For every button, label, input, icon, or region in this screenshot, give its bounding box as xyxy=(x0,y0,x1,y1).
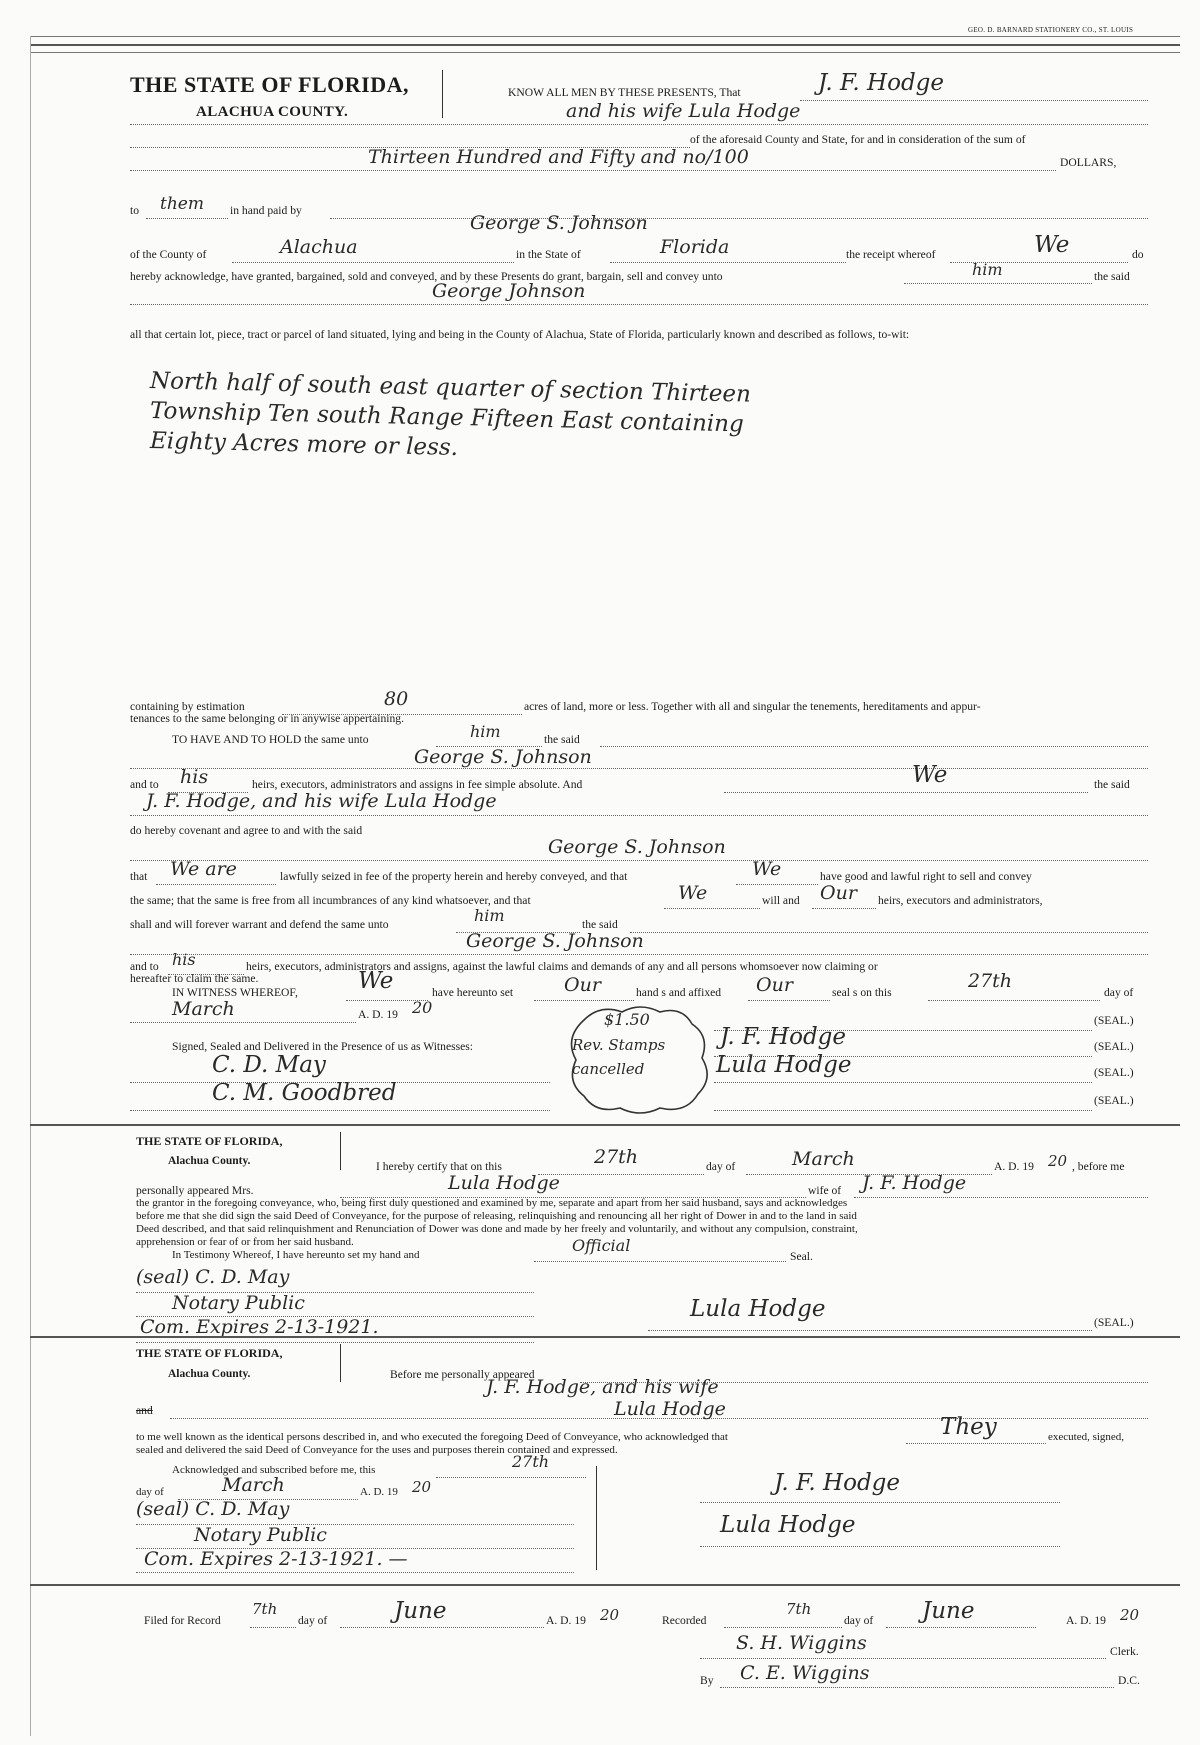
stationer-imprint: GEO. D. BARNARD STATIONERY CO., ST. LOUIS xyxy=(968,26,1134,34)
warrant-name-line xyxy=(630,932,1148,933)
filed-year-hw: 20 xyxy=(600,1606,620,1624)
husband-line xyxy=(854,1197,1148,1198)
mrs-hw: Lula Hodge xyxy=(448,1172,560,1194)
payer-hw: George S. Johnson xyxy=(470,212,648,234)
certify-text: I hereby certify that on this xyxy=(376,1160,502,1173)
ack-and-struck: and xyxy=(136,1404,153,1417)
seal-4: (SEAL.) xyxy=(1094,1094,1134,1107)
in-hand-paid: in hand paid by xyxy=(230,204,302,217)
seal-line-4 xyxy=(714,1110,1092,1111)
dower-notary-2: Notary Public xyxy=(172,1292,305,1314)
to-hw: them xyxy=(160,194,204,214)
dower-ad: A. D. 19 xyxy=(994,1160,1034,1173)
ack-day-hw: 27th xyxy=(512,1452,550,1471)
county-line xyxy=(232,262,514,263)
dower-state: THE STATE OF FLORIDA, xyxy=(136,1134,283,1148)
recorded-label: Recorded xyxy=(662,1614,707,1627)
grantor-line-2 xyxy=(130,124,1148,125)
dollars-label: DOLLARS, xyxy=(1060,156,1117,169)
husband-hw: J. F. Hodge xyxy=(862,1172,967,1194)
ack-notary-2: Notary Public xyxy=(194,1524,327,1546)
will-and-line xyxy=(812,908,876,909)
top-rule xyxy=(30,36,1180,37)
sum-line xyxy=(130,170,1056,171)
state-heading: THE STATE OF FLORIDA, xyxy=(130,72,410,97)
dower-notary-3: Com. Expires 2-13-1921. xyxy=(140,1316,379,1338)
set-hw: Our xyxy=(564,974,601,996)
to-have-hw: him xyxy=(470,722,501,741)
rec-ad: A. D. 19 xyxy=(1066,1614,1106,1627)
filed-day-line xyxy=(250,1627,296,1628)
unto-line xyxy=(904,283,1092,284)
do-label: do xyxy=(1132,248,1144,261)
state-hw: Florida xyxy=(660,236,730,258)
clerk-label: Clerk. xyxy=(1110,1645,1139,1658)
acres-text: acres of land, more or less. Together with all and singular the tenements, hereditaments and appur- xyxy=(524,700,981,713)
grantee-line xyxy=(130,304,1148,305)
seized-line xyxy=(736,884,818,885)
wife-of: wife of xyxy=(808,1184,842,1197)
seal-2: (SEAL.) xyxy=(1094,1040,1134,1053)
stamp-amount: $1.50 xyxy=(604,1010,650,1029)
ack-well-known: to me well known as the identical persons described in, and who executed the foregoing Deed of Conveyance, who acknowledged that xyxy=(136,1431,728,1443)
covenant-hw: George S. Johnson xyxy=(548,836,726,858)
filed-for-record: Filed for Record xyxy=(144,1614,221,1627)
ack-executed: executed, signed, xyxy=(1048,1431,1125,1443)
testimony-line xyxy=(534,1261,786,1262)
ack-names-hw-1: J. F. Hodge, and his wife xyxy=(486,1376,719,1398)
seal-1: (SEAL.) xyxy=(1094,1014,1134,1027)
ack-notary-line-3 xyxy=(136,1572,574,1573)
county-heading: ALACHUA COUNTY. xyxy=(196,104,349,120)
ack-notary-1: (seal) C. D. May xyxy=(136,1498,290,1520)
clerk-line xyxy=(700,1658,1106,1659)
warrant-name-line-2 xyxy=(130,954,1148,955)
unto-hw: him xyxy=(972,260,1003,279)
they-hw: They xyxy=(940,1414,997,1440)
witness-day-line xyxy=(928,1000,1100,1001)
witness2-line xyxy=(130,1110,550,1111)
land-desc-3: Eighty Acres more or less. xyxy=(149,428,459,461)
ack-sig-line-2 xyxy=(700,1546,1060,1547)
personally-appeared: personally appeared Mrs. xyxy=(136,1184,254,1197)
dc-hw: C. E. Wiggins xyxy=(740,1662,870,1684)
and-to-hw: his xyxy=(180,766,209,788)
ack-day-of: day of xyxy=(136,1486,164,1498)
notary-line-3 xyxy=(136,1342,534,1343)
seized-text: lawfully seized in fee of the property herein and hereby conveyed, and that xyxy=(280,870,628,883)
receipt-hw: We xyxy=(1034,232,1070,258)
to-have-label: TO HAVE AND TO HOLD the same unto xyxy=(172,733,369,746)
filed-day-hw: 7th xyxy=(252,1600,278,1618)
know-all-men: KNOW ALL MEN BY THESE PRESENTS, That xyxy=(508,86,741,99)
ack-month-hw: March xyxy=(222,1474,285,1496)
dower-sig-line xyxy=(648,1330,1092,1331)
seal-3: (SEAL.) xyxy=(1094,1066,1134,1079)
ack-notary-3: Com. Expires 2-13-1921. — xyxy=(144,1548,408,1570)
heading-brace xyxy=(436,70,443,118)
payer-line xyxy=(330,218,1148,219)
dower-body-2: before me that she did sign the said Deed of Conveyance, for the purpose of releasing, relinquishing and renouncing all her right of Dower in and to the land in said xyxy=(136,1210,857,1222)
rec-day-line xyxy=(724,1627,842,1628)
hereunto-set: have hereunto set xyxy=(432,986,514,999)
and-we-line xyxy=(724,792,1088,793)
witness-month-hw: March xyxy=(172,998,235,1020)
the-said-3: the said xyxy=(1094,778,1130,791)
ack-year-hw: 20 xyxy=(412,1478,432,1496)
dower-county: Alachua County. xyxy=(168,1155,251,1167)
ack-ad: A. D. 19 xyxy=(360,1486,398,1498)
dower-brace xyxy=(336,1132,341,1170)
affixed-line xyxy=(748,1000,830,1001)
witness-month-line xyxy=(130,1022,356,1023)
ack-sig-1: J. F. Hodge xyxy=(774,1470,901,1496)
filed-ad: A. D. 19 xyxy=(546,1614,586,1627)
land-desc-1: North half of south east quarter of section Thirteen xyxy=(149,368,752,408)
top-rule-thick xyxy=(30,44,1180,46)
in-witness-label: IN WITNESS WHEREOF, xyxy=(172,986,298,999)
hands-affixed: hand s and affixed xyxy=(636,986,722,999)
seal-line-3 xyxy=(714,1082,1092,1083)
grantors-hw: J. F. Hodge, and his wife Lula Hodge xyxy=(146,790,497,812)
sig-2-hw: Lula Hodge xyxy=(716,1052,852,1078)
same-free-line xyxy=(664,908,760,909)
rec-year-hw: 20 xyxy=(1120,1606,1140,1624)
dc-label: D.C. xyxy=(1118,1674,1140,1687)
dower-seal-word: Seal. xyxy=(790,1250,813,1263)
the-said-label: the said xyxy=(1094,270,1130,283)
will-and-hw: Our xyxy=(820,882,857,904)
warrant-name-hw: George S. Johnson xyxy=(466,930,644,952)
to-line xyxy=(146,218,228,219)
habendum-name-line-2 xyxy=(130,768,1148,769)
witness-day-hw: 27th xyxy=(968,970,1013,992)
dower-day-line xyxy=(538,1174,704,1175)
ack-brace xyxy=(336,1344,341,1382)
sig-1-hw: J. F. Hodge xyxy=(720,1024,847,1050)
ack-divider xyxy=(30,1336,1180,1338)
dower-year-hw: 20 xyxy=(1048,1152,1068,1170)
rec-day-hw: 7th xyxy=(786,1600,812,1618)
dower-body-1: the grantor in the foregoing conveyance, who, being first duly questioned and examined by me, separate and apart from her said husband, says and acknowledges xyxy=(136,1197,848,1209)
and-to-2-label: and to xyxy=(130,960,159,973)
heirs-exec-text: heirs, executors and administrators, xyxy=(878,894,1043,907)
hereafter-text: hereafter to claim the same. xyxy=(130,972,259,985)
ack-sig-line-1 xyxy=(700,1502,1060,1503)
of-county-label: of the County of xyxy=(130,248,207,261)
that-line xyxy=(156,884,276,885)
witness1-hw: C. D. May xyxy=(212,1052,326,1078)
and-to-label: and to xyxy=(130,778,159,791)
acres-hw: 80 xyxy=(384,688,409,710)
stamp-cancelled: cancelled xyxy=(572,1060,645,1078)
land-intro: all that certain lot, piece, tract or parcel of land situated, lying and being in the County of Alachua, State of Florida, particularly known and described as follows, to-wit: xyxy=(130,328,910,341)
rec-month-line xyxy=(886,1627,1036,1628)
dower-notary-1: (seal) C. D. May xyxy=(136,1266,290,1288)
clerk-hw: S. H. Wiggins xyxy=(736,1632,867,1654)
containing-label: containing by estimation xyxy=(130,700,245,713)
witness-year-hw: 20 xyxy=(412,998,433,1017)
good-right-text: have good and lawful right to sell and convey xyxy=(820,870,1032,883)
grantee-hw: George Johnson xyxy=(432,280,586,302)
ack-day-line xyxy=(436,1477,586,1478)
will-and-label: will and xyxy=(762,894,800,907)
tenances-text: tenances to the same belonging or in anywise appertaining. xyxy=(130,712,404,725)
dower-month-hw: March xyxy=(792,1148,855,1170)
county-hw: Alachua xyxy=(280,236,358,258)
in-witness-hw: We xyxy=(358,968,394,994)
dower-body-3: Deed described, and that said relinquishment and Renunciation of Dower was done and made by her freely and voluntarily, and without any compulsion, constraint, xyxy=(136,1223,858,1235)
ack-sealed-delivered: sealed and delivered the said Deed of Conveyance for the uses and purposes therein contained and expressed. xyxy=(136,1444,618,1456)
rec-day-of: day of xyxy=(844,1614,874,1627)
receipt-whereof: the receipt whereof xyxy=(846,248,936,261)
witness-day-of: day of xyxy=(1104,986,1134,999)
land-desc-2: Township Ten south Range Fifteen East containing xyxy=(149,398,745,438)
they-line xyxy=(906,1443,1046,1444)
same-free-hw: We xyxy=(678,882,708,904)
dower-body-4: apprehension or fear of or from her said husband. xyxy=(136,1236,354,1248)
and-to-2-hw: his xyxy=(172,950,196,969)
state-line xyxy=(610,262,846,263)
covenant-line xyxy=(130,860,1148,861)
seized-hw: We xyxy=(752,858,782,880)
grantor-hw-1: J. F. Hodge xyxy=(818,70,945,96)
grantor-line-1 xyxy=(800,100,1148,101)
filed-month-hw: June xyxy=(394,1598,447,1624)
same-free-text: the same; that the same is free from all incumbrances of any kind whatsoever, and that xyxy=(130,894,531,907)
dower-day-hw: 27th xyxy=(594,1146,639,1168)
set-line xyxy=(534,1000,634,1001)
warrant-text: shall and will forever warrant and defend the same unto xyxy=(130,918,389,931)
witness-ad: A. D. 19 xyxy=(358,1008,398,1021)
grantors-line xyxy=(130,815,1148,816)
seals-on: seal s on this xyxy=(832,986,892,999)
dower-sig-hw: Lula Hodge xyxy=(690,1296,826,1322)
ack-before-me: Before me personally appeared xyxy=(390,1368,535,1381)
top-rule-2 xyxy=(30,52,1180,53)
warrant-hw: him xyxy=(474,906,505,925)
habendum-grantee-hw: George S. Johnson xyxy=(414,746,592,768)
dower-before-me: , before me xyxy=(1072,1160,1125,1173)
that-label: that xyxy=(130,870,148,883)
covenant-text: do hereby covenant and agree to and with the said xyxy=(130,824,363,837)
that-hw: We are xyxy=(170,858,237,880)
filed-month-line xyxy=(340,1627,544,1628)
ack-state: THE STATE OF FLORIDA, xyxy=(136,1346,283,1360)
witness2-hw: C. M. Goodbred xyxy=(212,1080,397,1106)
the-said-4: the said xyxy=(582,918,618,931)
signed-sealed: Signed, Sealed and Delivered in the Presence of us as Witnesses: xyxy=(172,1040,474,1053)
affixed-hw: Our xyxy=(756,974,793,996)
testimony-hw: Official xyxy=(572,1236,631,1255)
ack-county: Alachua County. xyxy=(168,1368,251,1380)
testimony-text: In Testimony Whereof, I have hereunto set my hand and xyxy=(172,1249,420,1261)
in-state-label: in the State of xyxy=(516,248,581,261)
stamp-label: Rev. Stamps xyxy=(572,1036,666,1054)
left-margin-line xyxy=(30,36,31,1736)
filed-day-of: day of xyxy=(298,1614,328,1627)
dower-seal: (SEAL.) xyxy=(1094,1316,1134,1329)
sum-hw: Thirteen Hundred and Fifty and no/100 xyxy=(368,146,749,168)
to-label: to xyxy=(130,204,140,217)
aforesaid-text: of the aforesaid County and State, for and in consideration of the sum of xyxy=(690,133,1026,146)
rec-month-hw: June xyxy=(922,1598,975,1624)
heirs-fee-text: heirs, executors, administrators and assigns in fee simple absolute. And xyxy=(252,778,583,791)
ack-sig-2: Lula Hodge xyxy=(720,1512,856,1538)
the-said-2: the said xyxy=(544,733,580,746)
ack-names-hw-2: Lula Hodge xyxy=(614,1398,726,1420)
habendum-name-line xyxy=(600,746,1148,747)
hereby-ack: hereby acknowledge, have granted, bargained, sold and conveyed, and by these Presents do grant, bargain, sell and convey unto xyxy=(130,270,723,283)
ack-subscribed: Acknowledged and subscribed before me, this xyxy=(172,1464,376,1476)
dc-line xyxy=(720,1687,1114,1688)
grantor-hw-2: and his wife Lula Hodge xyxy=(566,100,801,122)
ack-brace-2 xyxy=(590,1466,597,1570)
dower-day-of: day of xyxy=(706,1160,736,1173)
filing-divider xyxy=(30,1584,1180,1586)
heirs-lawful-text: heirs, executors, administrators and assigns, against the lawful claims and demands of any and all persons whomsoever now claiming or xyxy=(246,960,878,973)
by-label: By xyxy=(700,1674,714,1687)
and-we-hw: We xyxy=(912,762,948,788)
dower-divider xyxy=(30,1124,1180,1126)
